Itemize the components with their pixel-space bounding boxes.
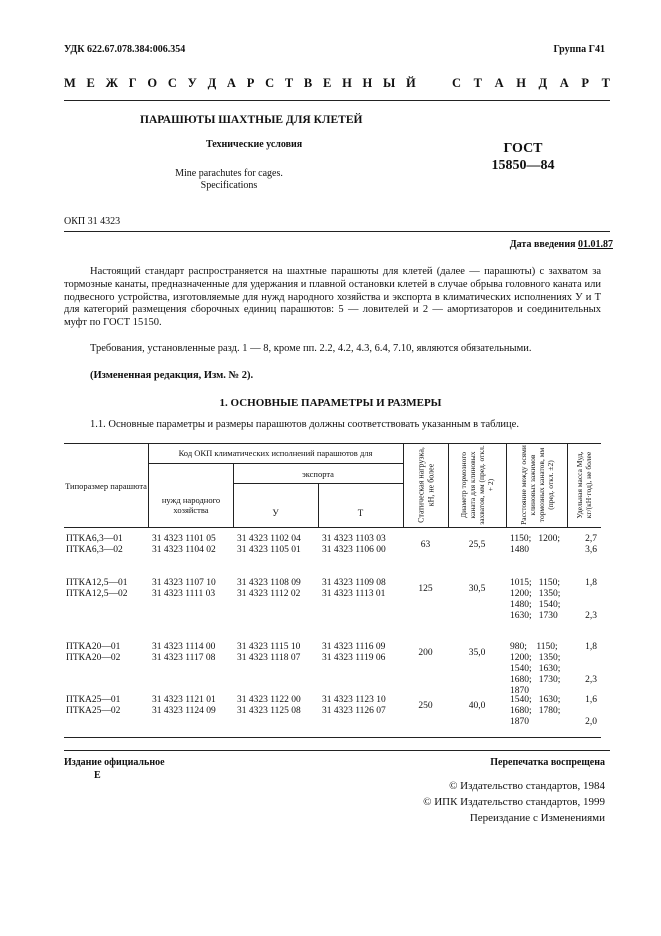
distance-cell: 1015; 1150; [510,578,561,588]
paragraph-1-1: 1.1. Основные параметры и размеры парашютов должны соответствовать указанным в таблице. [90,419,519,430]
header-national: нужд народного хозяйства [161,495,221,515]
reprint-notice: Перепечатка воспрещена [490,757,605,768]
col-sep [318,483,319,527]
mass-cell: 3,6 [585,545,597,555]
mass-cell: 2,3 [585,675,597,685]
distance-cell: 1200; 1350; [510,589,561,599]
type-cell: ПТКА6,3—01 [66,534,123,544]
load-cell: 125 [418,584,433,594]
doc-title: ПАРАШЮТЫ ШАХТНЫЕ ДЛЯ КЛЕТЕЙ [140,114,363,126]
diameter-cell: 40,0 [468,701,486,711]
okp-u-cell: 31 4323 1115 10 [237,642,301,652]
diameter-cell: 35,0 [468,648,486,658]
type-cell: ПТКА6,3—02 [66,545,123,555]
table-bottom-rule [64,737,601,738]
load-cell: 63 [420,540,431,550]
distance-cell: 1480; 1540; [510,600,561,610]
okp-national-cell: 31 4323 1104 02 [152,545,216,555]
distance-cell: 1870 [510,717,529,727]
copyright-1: © Издательство стандартов, 1984 [449,780,605,792]
okp-u-cell: 31 4323 1125 08 [237,706,301,716]
title-en-2: Specifications [200,180,258,191]
table-header-rule [64,527,601,528]
okp-u-cell: 31 4323 1102 04 [237,534,301,544]
doc-subtitle: Технические условия [206,139,303,150]
okp-t-cell: 31 4323 1109 08 [322,578,386,588]
distance-cell: 1870 [510,686,529,696]
header-rule [64,100,610,101]
interstate-right: С Т А Н Д А Р Т [452,76,610,90]
mass-cell: 1,8 [585,642,597,652]
type-cell: ПТКА12,5—01 [66,578,128,588]
okp-t-cell: 31 4323 1119 06 [322,653,386,663]
group-code: Группа Г41 [553,44,605,55]
edition-letter: Е [94,770,101,781]
diameter-cell: 25,5 [468,540,486,550]
reissue-note: Переиздание с Изменениями [469,812,605,824]
gost-label: ГОСТ [503,141,543,156]
okp-u-cell: 31 4323 1108 09 [237,578,301,588]
header-mass-cell [567,443,601,527]
okp-national-cell: 31 4323 1124 09 [152,706,216,716]
official-edition: Издание официальное [64,757,165,768]
section-heading: 1. ОСНОВНЫЕ ПАРАМЕТРЫ И РАЗМЕРЫ [219,397,442,409]
load-cell: 250 [418,701,433,711]
okp-national-cell: 31 4323 1114 00 [152,642,216,652]
distance-cell: 1630; 1730 [510,611,558,621]
interstate-banner [64,76,610,91]
type-cell: ПТКА20—02 [66,653,121,663]
date-value: 01.01.87 [578,239,613,250]
paragraph-scope: Настоящий стандарт распространяется на шахтные парашюты для клетей (далее — парашюты) с захватом за тормозные канаты, предназначенные для удержания и плавной остановки клетей в случае обрыва головного каната или подвесного устройства, изготовляемые для нужд народного хозяйства и экспорта в климатических исполнениях У и Т для категорий размещения сборочных единиц парашютов: 5 — ловителей и 2 — амортизаторов и соединительных муфт по ГОСТ 15150. [64,266,601,329]
header-type: Типоразмер парашюта [65,481,147,491]
udk-code: УДК 622.67.078.384:006.354 [64,44,186,55]
introduction-date [510,239,613,250]
header-export: экспорта [302,469,334,479]
okp-national-cell: 31 4323 1117 08 [152,653,216,663]
distance-cell: 1680; 1730; [510,675,561,685]
okp-t-cell: 31 4323 1116 09 [322,642,386,652]
header-t: Т [357,508,364,518]
okp-rule [64,231,610,232]
okp-u-cell: 31 4323 1122 00 [237,695,301,705]
title-en-1: Mine parachutes for cages. [175,168,283,179]
mass-cell: 1,6 [585,695,597,705]
mass-cell: 1,8 [585,578,597,588]
gost-block [478,140,568,174]
header-diam-cell [448,443,506,527]
load-cell: 200 [418,648,433,658]
type-cell: ПТКА25—01 [66,695,121,705]
header-load-cell [403,443,448,527]
mass-cell: 2,7 [585,534,597,544]
type-cell: ПТКА25—02 [66,706,121,716]
distance-cell: 1200; 1350; [510,653,561,663]
distance-cell: 1150; 1200; [510,534,561,544]
header-dist-cell [506,443,567,527]
okp-sub-rule [148,463,403,464]
gost-number: 15850—84 [491,158,555,173]
interstate-left: М Е Ж Г О С У Д А Р С Т В Е Н Н Ы Й [64,76,416,90]
distance-cell: 1680; 1780; [510,706,561,716]
okp-u-cell: 31 4323 1112 02 [237,589,301,599]
date-label: Дата введения [509,239,576,250]
mass-cell: 2,3 [585,611,597,621]
distance-cell: 1540; 1630; [510,664,561,674]
paragraph-amendment: (Измененная редакция, Изм. № 2). [90,370,254,381]
okp-u-cell: 31 4323 1118 07 [237,653,301,663]
type-cell: ПТКА12,5—02 [66,589,128,599]
footer-rule [64,750,610,751]
copyright-2: © ИПК Издательство стандартов, 1999 [423,796,605,808]
okp-national-cell: 31 4323 1107 10 [152,578,216,588]
okp-national-cell: 31 4323 1111 03 [152,589,216,599]
header-diam: Диаметр тормозного каната для клиновых захватов, мм (пред. откл. + 2) [459,445,495,525]
parameters-table [64,443,601,738]
okp-t-cell: 31 4323 1126 07 [322,706,386,716]
header-load: Статическая нагрузка, кН, не более [416,447,435,523]
distance-cell: 980; 1150; [510,642,558,652]
header-u: У [272,508,279,518]
okp-code: ОКП 31 4323 [64,216,121,227]
diameter-cell: 30,5 [468,584,486,594]
distance-cell: 1480 [510,545,529,555]
okp-t-cell: 31 4323 1103 03 [322,534,386,544]
header-okp: Код ОКП климатических исполнений парашютов для [178,448,373,458]
okp-national-cell: 31 4323 1101 05 [152,534,216,544]
okp-u-cell: 31 4323 1105 01 [237,545,301,555]
header-dist: Расстояние между осями клиновых зажимов тормозных канатов, мм (пред. откл. ±2) [518,445,555,525]
distance-cell: 1540; 1630; [510,695,561,705]
type-cell: ПТКА20—01 [66,642,121,652]
paragraph-requirements: Требования, установленные разд. 1 — 8, кроме пп. 2.2, 4.2, 4.3, 6.4, 7.10, являются обязательными. [90,343,532,354]
okp-t-cell: 31 4323 1106 00 [322,545,386,555]
okp-t-cell: 31 4323 1123 10 [322,695,386,705]
mass-cell: 2,0 [585,717,597,727]
okp-national-cell: 31 4323 1121 01 [152,695,216,705]
okp-t-cell: 31 4323 1113 01 [322,589,386,599]
header-mass: Удельная масса Mуд, кг/(кН·год), не более [575,451,593,519]
